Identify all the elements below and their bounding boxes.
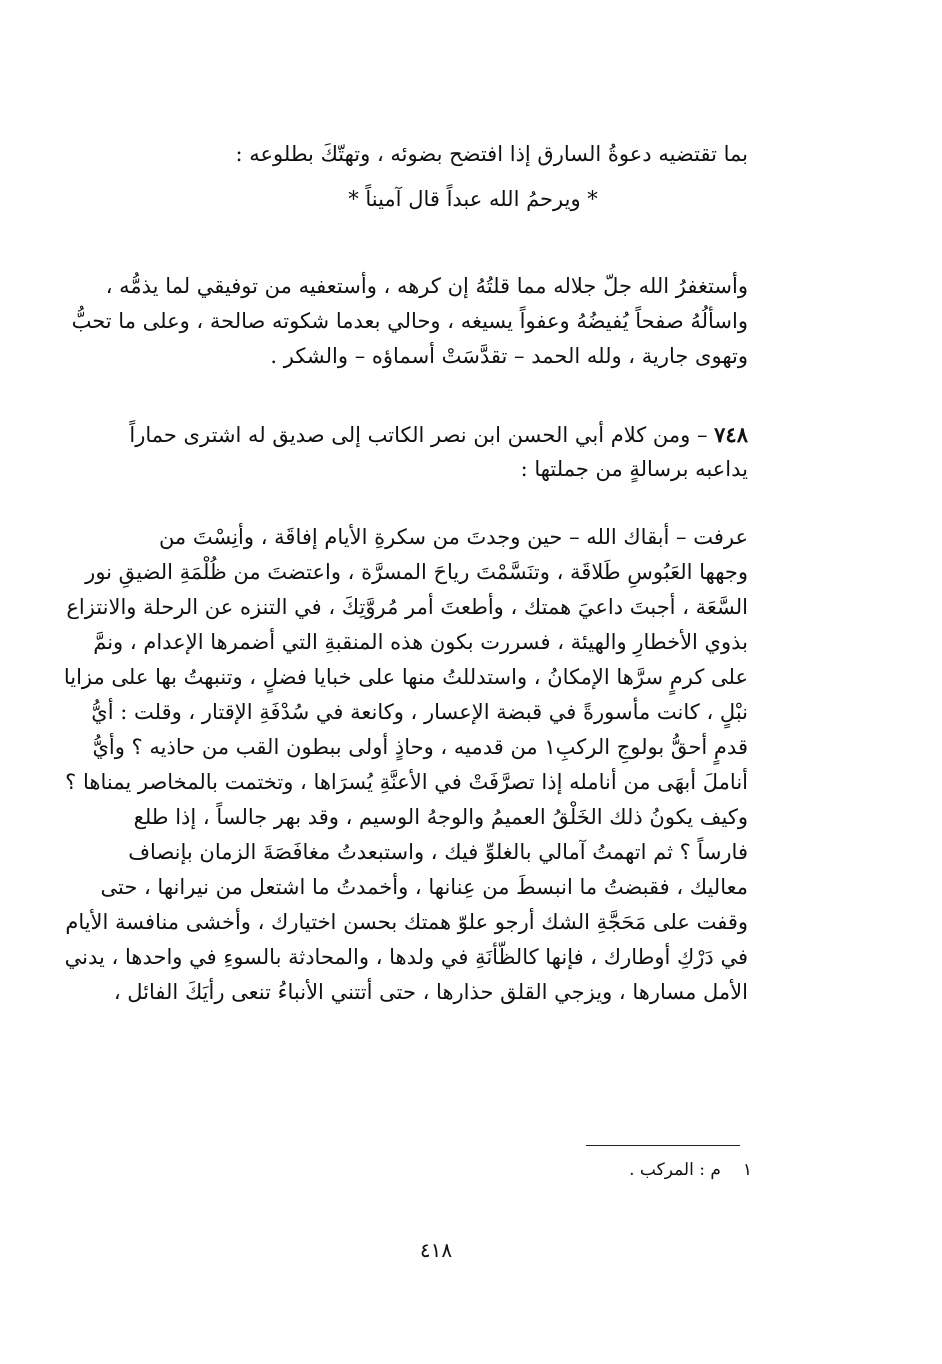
paragraph-1 bbox=[71, 269, 748, 374]
paragraph-line: وقفت على مَحَجَّةِ الشك أرجو علوّ همتك بحسن اختيارك ، وأخشى منافسة الأيام bbox=[65, 910, 748, 934]
paragraph-2 bbox=[129, 417, 748, 487]
paragraph-line: فارساً ؟ ثم اتهمتُ آمالي بالغلوِّ فيك ، واستبعدتُ مغافَصَةَ الزمان بإنصاف bbox=[128, 840, 748, 864]
paragraph-line: نبْلٍ ، كانت مأسورةً في قبضة الإعسار ، وكانعة في سُدْفَةِ الإقتار ، وقلت : أيُّ bbox=[91, 700, 748, 724]
entry-heading-line bbox=[129, 417, 748, 452]
intro-block bbox=[198, 137, 748, 217]
paragraph-line: أناملَ أبهَى من أنامله إذا تصرَّفَتْ في الأعنَّةِ يُسرَاها ، وتختمت بالمخاصر يمناها ؟ bbox=[65, 770, 748, 794]
paragraph-line: معاليك ، فقبضتُ ما انبسطَ من عِنانها ، وأخمدتُ ما اشتعل من نيرانها ، حتى bbox=[100, 875, 748, 899]
paragraph-line: قدمٍ أحقُّ بولوجِ الركبِ١ من قدميه ، وحاذٍ أولى ببطون القب من حاذيه ؟ وأيُّ bbox=[92, 735, 748, 759]
paragraph-line: واسألُهُ صفحاً يُفيضُهُ وعفواً يسيغه ، وحالي بعدما شكوته صالحة ، وعلى ما تحبُّ bbox=[71, 309, 748, 333]
paragraph-line: الأمل مسارها ، ويزجي القلق حذارها ، حتى أتتني الأنباءُ تنعى رأيَكَ الفائل ، bbox=[113, 980, 748, 1004]
paragraph-line: وأستغفرُ الله جلّ جلاله مما قلتُهُ إن كرهه ، وأستعفيه من توفيقي لما يذمُّه ، bbox=[105, 274, 748, 298]
paragraph-line: عرفت – أبقاك الله – حين وجدتَ من سكرةِ الأيام إفاقَة ، وأنِسْتَ من bbox=[158, 525, 748, 549]
paragraph-line: وكيف يكونُ ذلك الخَلْقُ العميمُ والوجهُ الوسيم ، وقد بهر جالساً ، إذا طلع bbox=[133, 805, 748, 829]
intro-line: بما تقتضيه دعوةُ السارق إذا افتضح بضوئه ، وتهتّكَ بطلوعه : bbox=[235, 142, 748, 166]
paragraph-line: في دَرْكِ أوطارك ، فإنها كالظّأنَةِ في ولدها ، والمحادثة بالسوءِ في واحدها ، يدني bbox=[64, 945, 748, 969]
paragraph-3 bbox=[63, 520, 748, 1010]
paragraph-line: يداعبه برسالةٍ من جملتها : bbox=[520, 457, 748, 481]
footnote bbox=[452, 1156, 752, 1184]
paragraph-line: السَّعَة ، أجبتَ داعيَ همتك ، وأطعتَ أمر مُروَّتِكَ ، في التنزه عن الرحلة والانتزاع bbox=[66, 595, 748, 619]
page-number: ٤١٨ bbox=[419, 1238, 453, 1262]
verse-line: * ويرحمُ الله عبداً قال آميناً * bbox=[348, 187, 598, 211]
paragraph-line: على كرمٍ سرَّها الإمكانُ ، واستدللتُ منها على خبايا فضلٍ ، وتنبهتُ بها على مزايا bbox=[63, 665, 748, 689]
paragraph-line: وتهوى جارية ، ولله الحمد – تقدَّسَتْ أسماؤه – والشكر . bbox=[270, 344, 748, 368]
entry-heading-text: – ومن كلام أبي الحسن ابن نصر الكاتب إلى صديق له اشترى حماراً bbox=[129, 423, 715, 447]
paragraph-line: وجهها العَبُوسِ طَلاقَة ، وتنَسَّمْتَ رياحَ المسرَّة ، واعتضتَ من ظُلْمَةِ الضيقِ نور bbox=[85, 560, 748, 584]
paragraph-line: بذوي الأخطارِ والهيئة ، فسررت بكون هذه المنقبةِ التي أضمرها الإعدام ، ونمَّ bbox=[93, 630, 748, 654]
footnote-number: ١ bbox=[742, 1160, 752, 1180]
entry-number: ٧٤٨ bbox=[714, 422, 748, 447]
footnote-text: م : المركب . bbox=[629, 1160, 721, 1180]
footnote-separator bbox=[586, 1145, 740, 1146]
